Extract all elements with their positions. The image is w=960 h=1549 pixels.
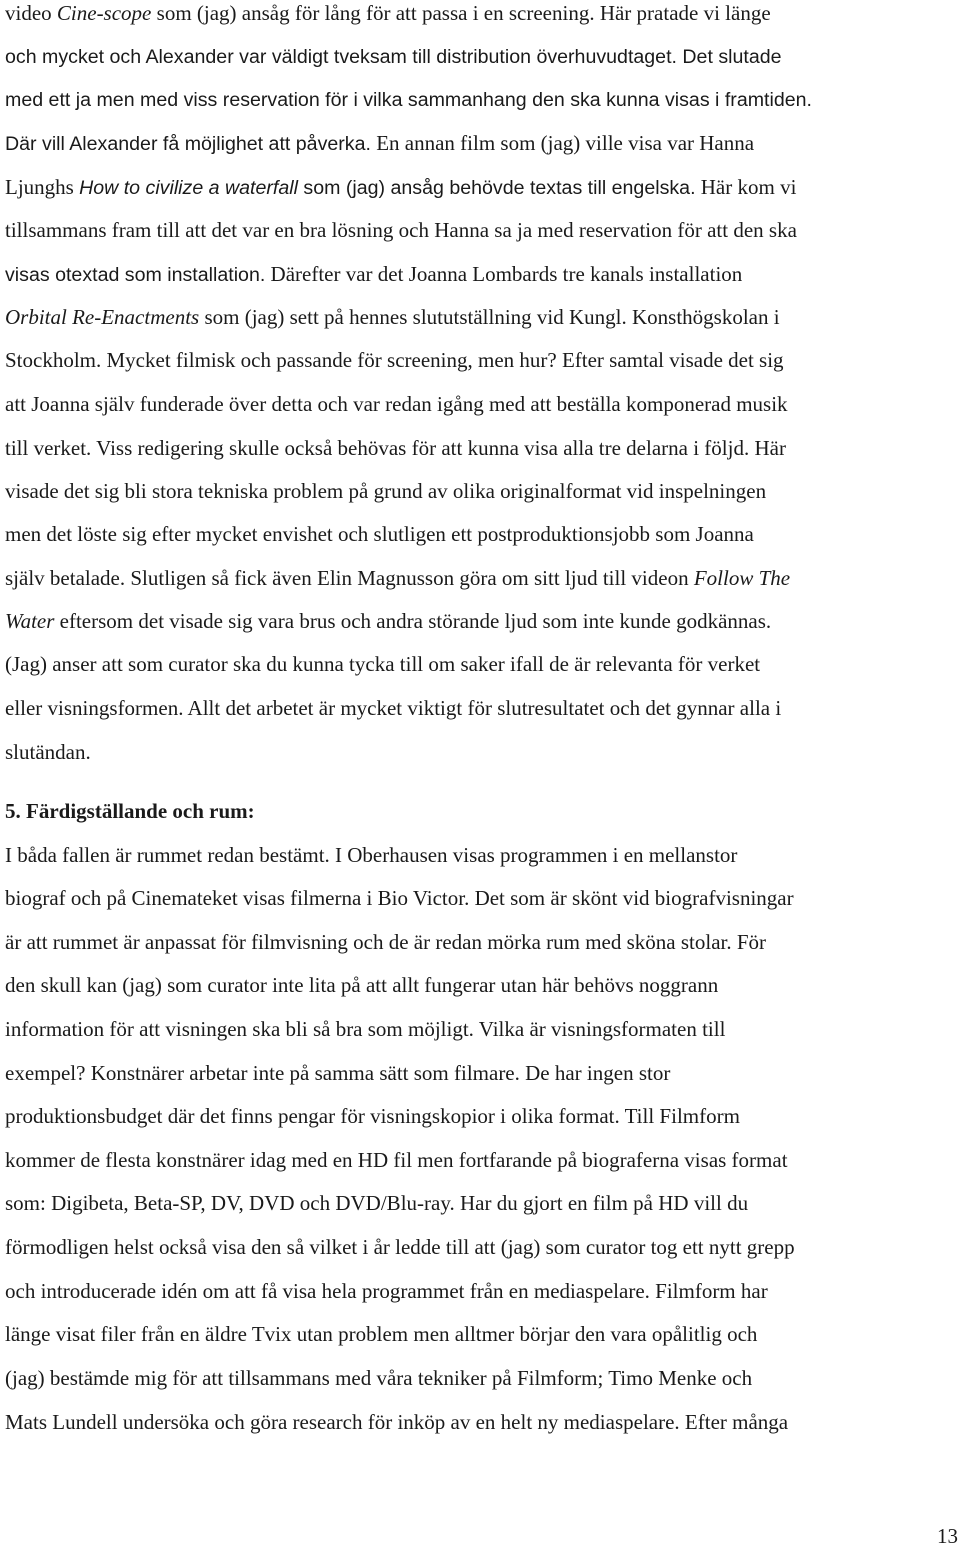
text-line: och introducerade idén om att få visa hela programmet från en mediaspelare. Filmform har [5, 1279, 768, 1303]
text-line: produktionsbudget där det finns pengar för visningskopior i olika format. Till Filmform [5, 1104, 740, 1128]
text-line [5, 608, 771, 634]
text-line: tillsammans fram till att det var en bra lösning och Hanna sa ja med reservation för att den ska [5, 218, 797, 242]
text-line: biograf och på Cinemateket visas filmerna i Bio Victor. Det som är skönt vid biografvisningar [5, 886, 794, 910]
text-line: (jag) bestämde mig för att tillsammans med våra tekniker på Filmform; Timo Menke och [5, 1366, 753, 1390]
text-line: att Joanna själv funderade över detta och var redan igång med att beställa komponerad musik [5, 392, 788, 416]
text-line: länge visat filer från en äldre Tvix utan problem men alltmer börjar den vara opålitlig och [5, 1322, 758, 1346]
text-line: som: Digibeta, Beta-SP, DV, DVD och DVD/Blu-ray. Har du gjort en film på HD vill du [5, 1191, 749, 1215]
text-line: Mats Lundell undersöka och göra research för inköp av en helt ny mediaspelare. Efter många [5, 1410, 789, 1434]
text-line [5, 435, 786, 461]
text-line: kommer de flesta konstnärer idag med en HD fil men fortfarande på biograferna visas format [5, 1148, 788, 1172]
film-title: How to civilize a waterfall [79, 177, 298, 199]
text-span: video [5, 1, 57, 25]
text-line: slutändan. [5, 740, 91, 764]
text-span: själv betalade. [5, 566, 126, 590]
text-span: Där vill Alexander få möjlighet att påverka. [5, 133, 371, 155]
text-line [5, 130, 754, 157]
text-line: I båda fallen är rummet redan bestämt. I Oberhausen visas programmen i en mellanstor [5, 843, 738, 867]
text-line: men det löste sig efter mycket envishet och slutligen ett postproduktionsjobb som Joanna [5, 522, 754, 546]
text-span: visas otextad som installation. [5, 264, 266, 286]
text-line: med ett ja men med viss reservation för i vilka sammanhang den ska kunna visas i framtiden. [5, 89, 812, 111]
text-line: exempel? Konstnärer arbetar inte på samma sätt som filmare. De har ingen stor [5, 1061, 671, 1085]
text-span: En annan film som (jag) ville visa var Hanna [370, 131, 755, 155]
artwork-title: Orbital Re-Enactments [5, 305, 200, 329]
text-line: (Jag) anser att som curator ska du kunna tycka till om saker ifall de är relevanta för verket [5, 652, 761, 676]
text-span: Här kom vi [695, 175, 797, 199]
text-span: till verket. Viss redigering skulle också behövas för att kunna visa alla tre delarna i följd. [5, 436, 750, 460]
section-heading: 5. Färdigställande och rum: [5, 799, 255, 823]
text-line [5, 565, 790, 591]
text-line: förmodligen helst också visa den så vilket i år ledde till att (jag) som curator tog ett nytt grepp [5, 1235, 795, 1259]
text-line: den skull kan (jag) som curator inte lita på att allt fungerar utan här behövs noggrann [5, 973, 719, 997]
text-line [5, 261, 742, 288]
artwork-title: Water [5, 609, 55, 633]
text-span: Ljunghs [5, 175, 80, 199]
text-line: visade det sig bli stora tekniska problem på grund av olika originalformat vid inspelningen [5, 479, 767, 503]
text-span: Stockholm. Mycket filmisk och passande för screening, men hur? [5, 348, 557, 372]
text-line: och mycket och Alexander var väldigt tveksam till distribution överhuvudtaget. Det slutade [5, 46, 782, 68]
text-span: eftersom det visade sig vara brus och andra störande ljud som inte kunde godkännas. [54, 609, 772, 633]
text-line [5, 347, 784, 373]
text-span: Slutligen så fick även Elin Magnusson göra om sitt ljud till videon [125, 566, 694, 590]
film-title: Cine-scope [56, 1, 152, 25]
text-span: som (jag) sett på hennes slututställning vid Kungl. Konsthögskolan i [199, 305, 780, 329]
text-span: Därefter var det Joanna Lombards tre kanals installation [265, 262, 743, 286]
text-span: som (jag) ansåg behövde textas till engelska. [297, 177, 696, 199]
text-line: eller visningsformen. Allt det arbetet är mycket viktigt för slutresultatet och det gynnar alla i [5, 696, 782, 720]
text-line [5, 304, 780, 330]
text-line [5, 174, 796, 201]
artwork-title: Follow The [693, 566, 791, 590]
text-span: Här [749, 436, 786, 460]
text-line: är att rummet är anpassat för filmvisning och de är redan mörka rum med sköna stolar. För [5, 930, 767, 954]
text-line: information för att visningen ska bli så bra som möjligt. Vilka är visningsformaten till [5, 1017, 726, 1041]
text-span: som (jag) ansåg för lång för att passa i en screening. Här pratade vi länge [151, 1, 771, 25]
page-number: 13 [937, 1524, 958, 1548]
text-line [5, 0, 771, 26]
text-span: Efter samtal visade det sig [556, 348, 784, 372]
